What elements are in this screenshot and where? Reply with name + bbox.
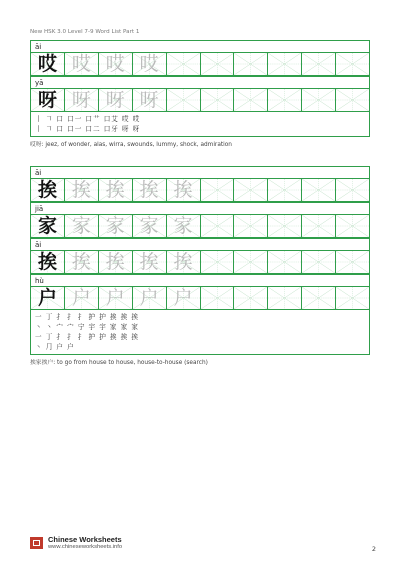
practice-cell[interactable] [201,214,235,238]
stroke-order-box [30,310,370,355]
stroke-step: ⺆ [45,343,54,351]
page-number: 2 [371,545,376,553]
model-character: 挨 [37,178,57,201]
practice-cell[interactable] [65,250,99,274]
trace-character: 哎 [105,52,125,75]
practice-cell[interactable] [201,178,235,202]
stroke-step: 户 [56,343,64,351]
practice-cell[interactable] [336,52,370,76]
model-character: 挨 [37,250,57,273]
model-character: 家 [37,214,57,237]
practice-cell[interactable] [133,88,167,112]
practice-cell[interactable] [133,286,167,310]
stroke-step: 宁 [77,323,86,331]
brand-name: Chinese Worksheets [48,535,122,544]
model-character: 哎 [37,52,57,75]
practice-cell[interactable] [268,250,302,274]
trace-character: 挨 [173,178,193,201]
stroke-order-box [30,112,370,137]
trace-character: 哎 [139,52,159,75]
practice-cell[interactable] [133,250,167,274]
trace-character: 呀 [105,88,125,111]
trace-character: 家 [173,214,193,237]
practice-cell[interactable] [268,286,302,310]
stroke-step: 户 [67,343,75,351]
stroke-step: 丶 [45,323,54,331]
practice-cell[interactable] [336,178,370,202]
practice-cell[interactable] [133,178,167,202]
pinyin-label: jiā [30,202,370,214]
practice-cell[interactable] [31,178,65,202]
stroke-step: 宀 [56,323,64,331]
stroke-step: 护 [99,313,107,321]
stroke-step: 扌 [67,333,75,341]
trace-character: 呀 [71,88,91,111]
practice-cell[interactable] [336,286,370,310]
practice-cell[interactable] [268,178,302,202]
trace-character: 挨 [105,250,125,273]
stroke-step: 家 [109,323,118,331]
trace-character: 哎 [71,52,91,75]
practice-grid-row [30,178,370,202]
practice-cell[interactable] [201,286,235,310]
pinyin-label: āi [30,238,370,250]
practice-grid-row [30,88,370,112]
practice-cell[interactable] [302,88,336,112]
practice-cell[interactable] [234,286,268,310]
practice-cell[interactable] [268,52,302,76]
stroke-step: 口艾 [103,115,119,123]
stroke-step: 口 [56,115,64,123]
pinyin-label: āi [30,40,370,52]
practice-cell[interactable] [268,88,302,112]
practice-cell[interactable] [167,178,201,202]
stroke-order-line [35,322,365,332]
practice-cell[interactable] [65,214,99,238]
stroke-step: 口一 [67,125,83,133]
pinyin-label: āi [30,166,370,178]
practice-cell[interactable] [99,286,133,310]
stroke-order-line [35,342,365,352]
stroke-order-line [35,114,365,124]
practice-cell[interactable] [167,88,201,112]
practice-block [30,40,370,137]
model-character: 户 [37,286,57,309]
stroke-step: 一 [35,313,43,321]
stroke-step: 挨 [109,313,118,321]
practice-cell[interactable] [302,214,336,238]
stroke-step: 口二 [85,125,101,133]
trace-character: 户 [105,286,125,309]
brand-logo [30,535,122,550]
logo-icon [30,537,43,549]
stroke-step: 口 [56,125,64,133]
practice-cell[interactable] [31,52,65,76]
practice-cell[interactable] [234,214,268,238]
stroke-step: 家 [120,323,129,331]
stroke-step: 挨 [109,333,118,341]
stroke-step: 丨 [35,125,43,133]
practice-cell[interactable] [336,214,370,238]
stroke-step: 呀 [122,125,130,133]
practice-cell[interactable] [31,286,65,310]
stroke-step: 扌 [77,313,86,321]
stroke-step: 口艹 [85,115,101,123]
practice-cell[interactable] [201,250,235,274]
practice-cell[interactable] [99,52,133,76]
practice-cell[interactable] [31,88,65,112]
trace-character: 呀 [139,88,159,111]
trace-character: 家 [105,214,125,237]
trace-character: 户 [71,286,91,309]
stroke-step: 丨 [35,115,43,123]
brand-url: www.chineseworksheets.info [48,544,123,550]
practice-cell[interactable] [201,52,235,76]
trace-character: 家 [71,214,91,237]
practice-cell[interactable] [99,178,133,202]
trace-character: 户 [139,286,159,309]
stroke-step: 护 [99,333,107,341]
practice-cell[interactable] [234,250,268,274]
stroke-step: 哎 [122,115,130,123]
stroke-step: 宇 [99,323,107,331]
stroke-step: 口牙 [103,125,119,133]
stroke-step: 哎 [132,115,141,123]
practice-cell[interactable] [133,52,167,76]
practice-cell[interactable] [167,250,201,274]
stroke-step: 护 [88,313,97,321]
practice-cell[interactable] [99,214,133,238]
stroke-step: 扌 [56,313,64,321]
practice-cell[interactable] [201,88,235,112]
trace-character: 家 [139,214,159,237]
practice-cell[interactable] [133,214,167,238]
trace-character: 挨 [71,178,91,201]
practice-cell[interactable] [302,178,336,202]
stroke-step: 宇 [88,323,97,331]
model-character: 呀 [37,88,57,111]
practice-cell[interactable] [31,250,65,274]
trace-character: 挨 [71,250,91,273]
stroke-order-line [35,124,365,134]
practice-cell[interactable] [99,250,133,274]
trace-character: 户 [173,286,193,309]
practice-cell[interactable] [167,52,201,76]
practice-cell[interactable] [167,214,201,238]
stroke-step: 丶 [35,323,43,331]
pinyin-label: yā [30,76,370,88]
trace-character: 挨 [173,250,193,273]
stroke-step: 挨 [120,333,129,341]
practice-grid-row [30,52,370,76]
stroke-step: 扌 [67,313,75,321]
practice-cell[interactable] [234,178,268,202]
word-meaning: 哎呀: jeez, of wonder, alas, wirra, swounds, lummy, shock, admiration [30,142,232,148]
stroke-step: 挨 [131,313,139,321]
practice-cell[interactable] [268,214,302,238]
stroke-step: 口一 [67,115,83,123]
practice-cell[interactable] [65,286,99,310]
practice-grid-row [30,214,370,238]
practice-grid-row [30,286,370,310]
stroke-step: 宀 [67,323,75,331]
stroke-step: 丁 [45,333,54,341]
stroke-step: 𠃍 [45,115,54,123]
stroke-step: 护 [88,333,97,341]
stroke-step: 家 [131,323,139,331]
practice-cell[interactable] [234,88,268,112]
practice-cell[interactable] [167,286,201,310]
stroke-order-line [35,312,365,322]
word-meaning: 挨家挨户: to go from house to house, house-to-house (search) [30,360,208,366]
stroke-step: 一 [35,333,43,341]
stroke-step: 挨 [120,313,129,321]
stroke-step: 呀 [132,125,141,133]
doc-header: New HSK 3.0 Level 7-9 Word List Part 1 [30,29,140,35]
stroke-step: 扌 [77,333,86,341]
practice-cell[interactable] [302,286,336,310]
trace-character: 挨 [139,178,159,201]
practice-cell[interactable] [336,250,370,274]
practice-cell[interactable] [302,52,336,76]
practice-cell[interactable] [31,214,65,238]
stroke-step: 丁 [45,313,54,321]
practice-cell[interactable] [302,250,336,274]
practice-grid-row [30,250,370,274]
stroke-step: 丶 [35,343,43,351]
practice-cell[interactable] [336,88,370,112]
stroke-order-line [35,332,365,342]
practice-cell[interactable] [65,178,99,202]
pinyin-label: hù [30,274,370,286]
trace-character: 挨 [139,250,159,273]
practice-cell[interactable] [99,88,133,112]
practice-block [30,166,370,355]
stroke-step: 扌 [56,333,64,341]
practice-cell[interactable] [65,88,99,112]
practice-cell[interactable] [65,52,99,76]
trace-character: 挨 [105,178,125,201]
stroke-step: 𠃍 [45,125,54,133]
practice-cell[interactable] [234,52,268,76]
stroke-step: 挨 [131,333,139,341]
